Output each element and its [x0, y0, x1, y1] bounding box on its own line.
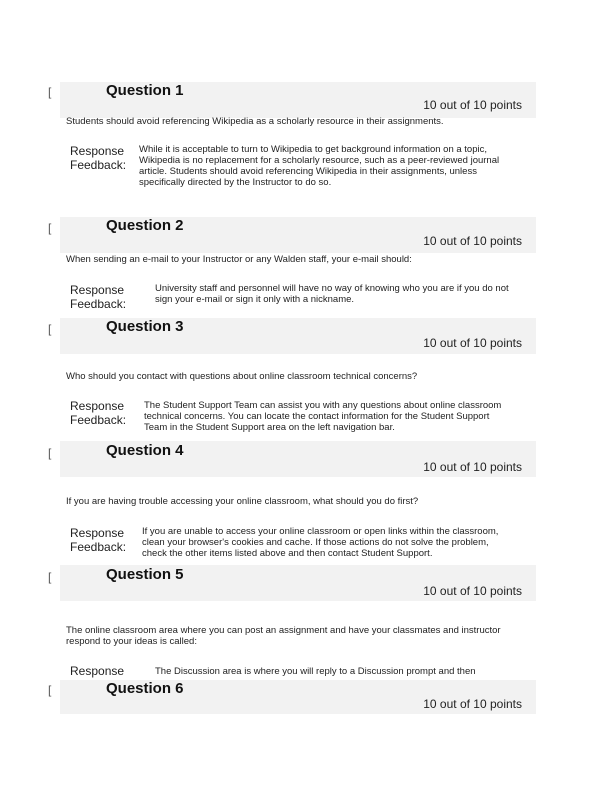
response-label: Response [70, 399, 125, 413]
response-label: Response [70, 664, 125, 678]
bracket-marker: [ [48, 683, 52, 697]
bracket-marker: [ [48, 85, 52, 99]
question-points: 10 out of 10 points [423, 584, 522, 598]
question-text: Students should avoid referencing Wikipedia as a scholarly resource in their assignments. [66, 116, 444, 127]
bracket-marker: [ [48, 221, 52, 235]
question-text: Who should you contact with questions about online classroom technical concerns? [66, 371, 418, 382]
feedback-text: The Discussion area is where you will reply to a Discussion prompt and then [155, 666, 476, 677]
feedback-label: Feedback: [70, 297, 127, 311]
response-feedback-label [70, 526, 126, 554]
question-title: Question 1 [106, 82, 184, 99]
question-points: 10 out of 10 points [423, 460, 522, 474]
response-label: Response [70, 144, 125, 158]
bracket-marker: [ [48, 322, 52, 336]
question-title: Question 2 [106, 217, 184, 234]
question-text: When sending an e-mail to your Instructor or any Walden staff, your e-mail should: [66, 254, 412, 265]
question-title: Question 5 [106, 566, 184, 583]
response-label: Response [70, 526, 125, 540]
question-title: Question 3 [106, 318, 184, 335]
response-label: Response [70, 283, 125, 297]
feedback-text: The Student Support Team can assist you with any questions about online classroom technical concerns. You can locate the contact information for the Student Support Team in the Student Support area on the left navigation bar. [144, 400, 502, 433]
bracket-marker: [ [48, 570, 52, 584]
question-title: Question 4 [106, 442, 184, 459]
question-points: 10 out of 10 points [423, 234, 522, 248]
feedback-text: While it is acceptable to turn to Wikipedia to get background information on a topic, Wikipedia is no replacement for a scholarly resource, such as a peer-reviewed journal article. Students should avoid referencing Wikipedia in their assignments, unless specifically directed by the Instructor to do so. [139, 144, 500, 188]
feedback-label: Feedback: [70, 540, 127, 554]
response-feedback-label [70, 144, 126, 172]
question-points: 10 out of 10 points [423, 697, 522, 711]
feedback-label: Feedback: [70, 413, 127, 427]
response-feedback-label [70, 664, 124, 680]
question-text: The online classroom area where you can post an assignment and have your classmates and instructor respond to your ideas is called: [66, 625, 501, 647]
response-feedback-label [70, 399, 126, 427]
question-text: If you are having trouble accessing your online classroom, what should you do first? [66, 496, 419, 507]
feedback-text: University staff and personnel will have no way of knowing who you are if you do not sign your e-mail or sign it only with a nickname. [155, 283, 509, 305]
question-points: 10 out of 10 points [423, 336, 522, 350]
bracket-marker: [ [48, 446, 52, 460]
feedback-label: Feedback: [70, 158, 127, 172]
response-feedback-label [70, 283, 126, 311]
question-points: 10 out of 10 points [423, 98, 522, 112]
feedback-text: If you are unable to access your online classroom or open links within the classroom, clean your browser's cookies and cache. If those actions do not solve the problem, check the other items listed above and then contact Student Support. [142, 526, 499, 559]
question-title: Question 6 [106, 680, 184, 697]
